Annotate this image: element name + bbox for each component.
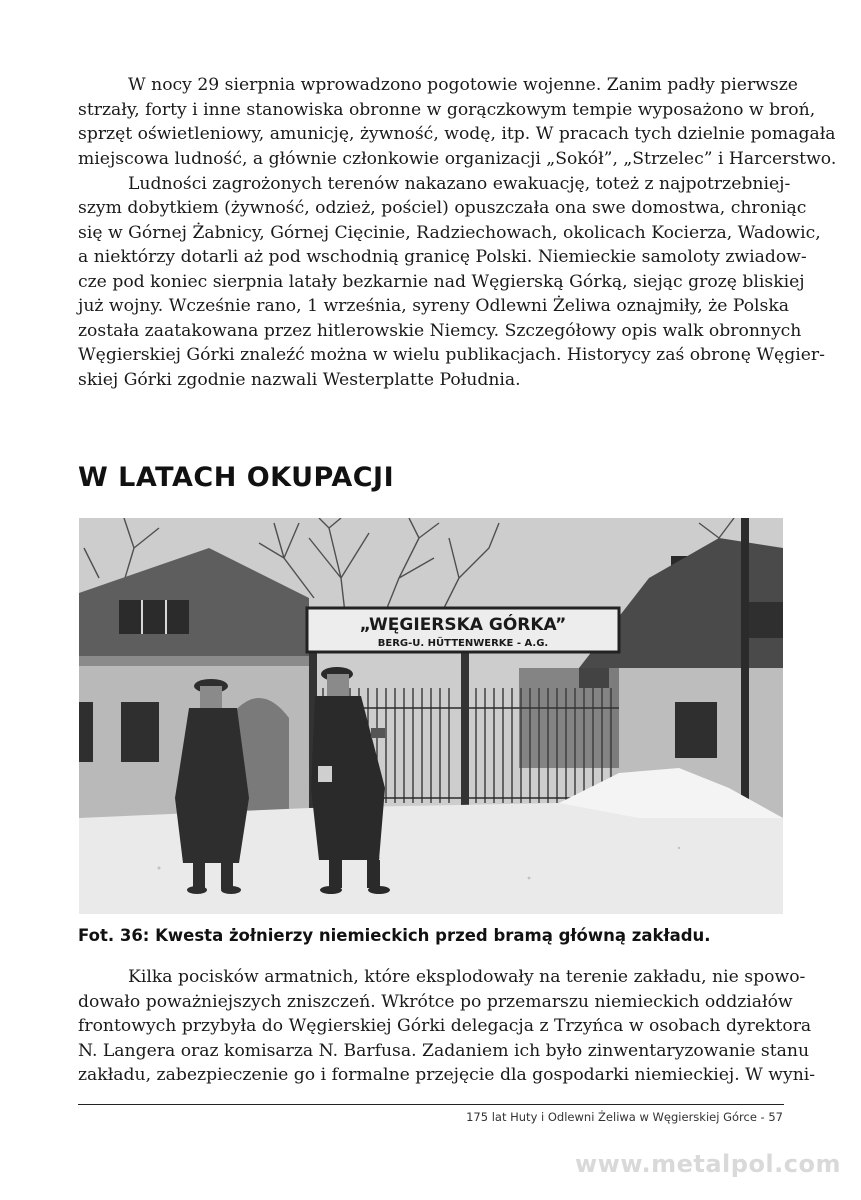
text-line: W nocy 29 sierpnia wprowadzono pogotowie wojenne. Zanim padły pierwsze [128, 75, 798, 95]
evacuation-paragraph [78, 172, 825, 393]
watermark: www.metalpol.com [574, 1150, 841, 1178]
text-line: Kilka pocisków armatnich, które eksplodowały na terenie zakładu, nie spowo- [128, 967, 806, 987]
text-line: Węgierskiej Górki znaleźć można w wielu publikacjach. Historycy zaś obronę Węgier- [78, 345, 825, 365]
text-line: się w Górnej Żabnicy, Górnej Cięcinie, Radziechowach, okolicach Kocierza, Wadowic, [78, 222, 821, 243]
text-line: frontowych przybyła do Węgierskiej Górki delegacja z Trzyńca w osobach dyrektora [78, 1016, 812, 1036]
occupation-paragraph [78, 965, 816, 1088]
text-line: Ludności zagrożonych terenów nakazano ewakuację, toteż z najpotrzebniej- [128, 173, 791, 194]
text-line: miejscowa ludność, a głównie członkowie organizacji „Sokół”, „Strzelec” i Harcerstwo. [78, 148, 837, 169]
text-line: N. Langera oraz komisarza N. Barfusa. Zadaniem ich było zinwentaryzowanie stanu [78, 1040, 810, 1061]
gate-sign-title: „WĘGIERSKA GÓRKA” [359, 615, 567, 635]
intro-paragraph [78, 73, 837, 171]
section-heading: W LATACH OKUPACJI [78, 462, 395, 493]
gate-sign-subtitle: BERG-U. HÜTTENWERKE - A.G. [377, 638, 549, 649]
page-footer: 175 lat Huty i Odlewni Żeliwa w Węgierskiej Górce - 57 [466, 1110, 783, 1124]
text-line: została zaatakowana przez hitlerowskie Niemcy. Szczegółowy opis walk obronnych [78, 320, 802, 341]
text-line: sprzęt oświetleniowy, amunicję, żywność, wodę, itp. W pracach tych dzielnie pomagała [78, 124, 836, 144]
text-line: zakładu, zabezpieczenie go i formalne przejęcie dla gospodarki niemieckiej. W wyni- [78, 1065, 816, 1085]
text-line: szym dobytkiem (żywność, odzież, pościel) opuszczała ona swe domostwa, chroniąc [78, 198, 807, 218]
historical-photo [79, 518, 783, 914]
text-line: skiej Górki zgodnie nazwali Westerplatte Południa. [78, 369, 521, 390]
photo-caption: Fot. 36: Kwesta żołnierzy niemieckich przed bramą główną zakładu. [78, 926, 711, 945]
text-line: a niektórzy dotarli aż pod wschodnią granicę Polski. Niemieckie samoloty zwiadow- [78, 247, 807, 267]
text-line: już wojny. Wcześnie rano, 1 września, syreny Odlewni Żeliwa oznajmiły, że Polska [78, 296, 790, 316]
text-line: strzały, forty i inne stanowiska obronne w gorączkowym tempie wyposażono w broń, [78, 99, 816, 120]
footer-rule [78, 1104, 784, 1105]
text-line: cze pod koniec sierpnia latały bezkarnie nad Węgierską Górką, siejąc grozę bliskiej [78, 271, 805, 292]
text-line: dowało poważniejszych zniszczeń. Wkrótce po przemarszu niemieckich oddziałów [78, 991, 793, 1012]
